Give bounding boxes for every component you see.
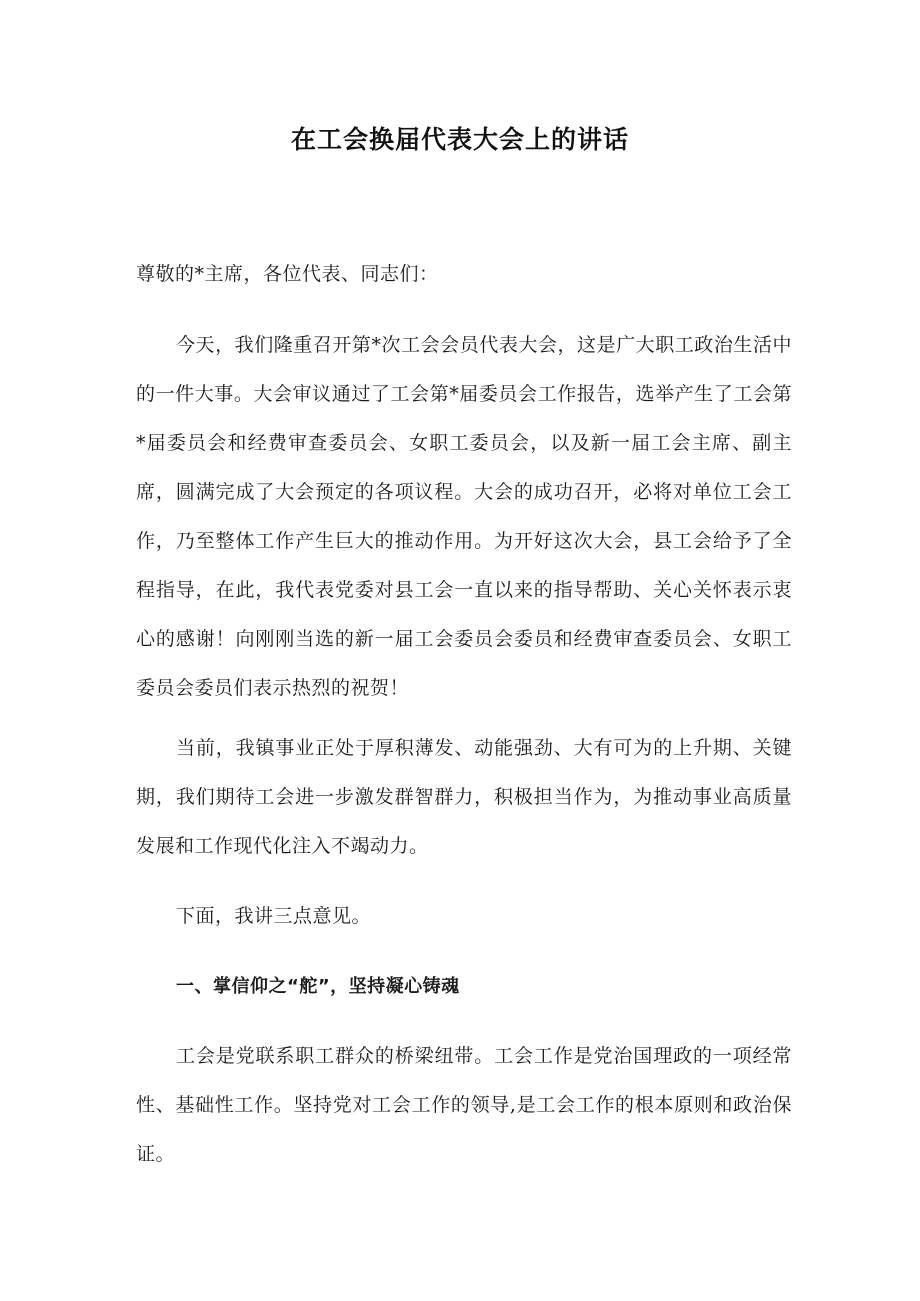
paragraph-opening: 今天，我们隆重召开第*次工会会员代表大会，这是广大职工政治生活中的一件大事。大会审议通过了工会第*届委员会工作报告，选举产生了工会第*届委员会和经费审查委员会、女职工委员会，以及新一届工会主席、副主席，圆满完成了大会预定的各项议程。大会的成功召开，必将对单位工会工作，乃至整体工作产生巨大的推动作用。为开好这次大会，县工会给予了全程指导，在此，我代表党委对县工会一直以来的指导帮助、关心关怀表示衷心的感谢！向刚刚当选的新一届工会委员会委员和经费审查委员会、女职工委员会委员们表示热烈的祝贺！ xyxy=(136,334,792,699)
paragraph-section-1: 工会是党联系职工群众的桥梁纽带。工会工作是党治国理政的一项经常性、基础性工作。坚持党对工会工作的领导,是工会工作的根本原则和政治保证。 xyxy=(136,1045,792,1165)
document-title: 在工会换届代表大会上的讲话 xyxy=(290,125,629,154)
paragraph-three-points: 下面，我讲三点意见。 xyxy=(176,905,372,927)
paragraph-current-situation: 当前，我镇事业正处于厚积薄发、动能强劲、大有可为的上升期、关键期，我们期待工会进一步激发群智群力，积极担当作为，为推动事业高质量发展和工作现代化注入不竭动力。 xyxy=(136,737,792,857)
section-heading-1: 一、掌信仰之“舵”，坚持凝心铸魂 xyxy=(176,976,460,997)
salutation: 尊敬的*主席，各位代表、同志们： xyxy=(136,263,439,285)
